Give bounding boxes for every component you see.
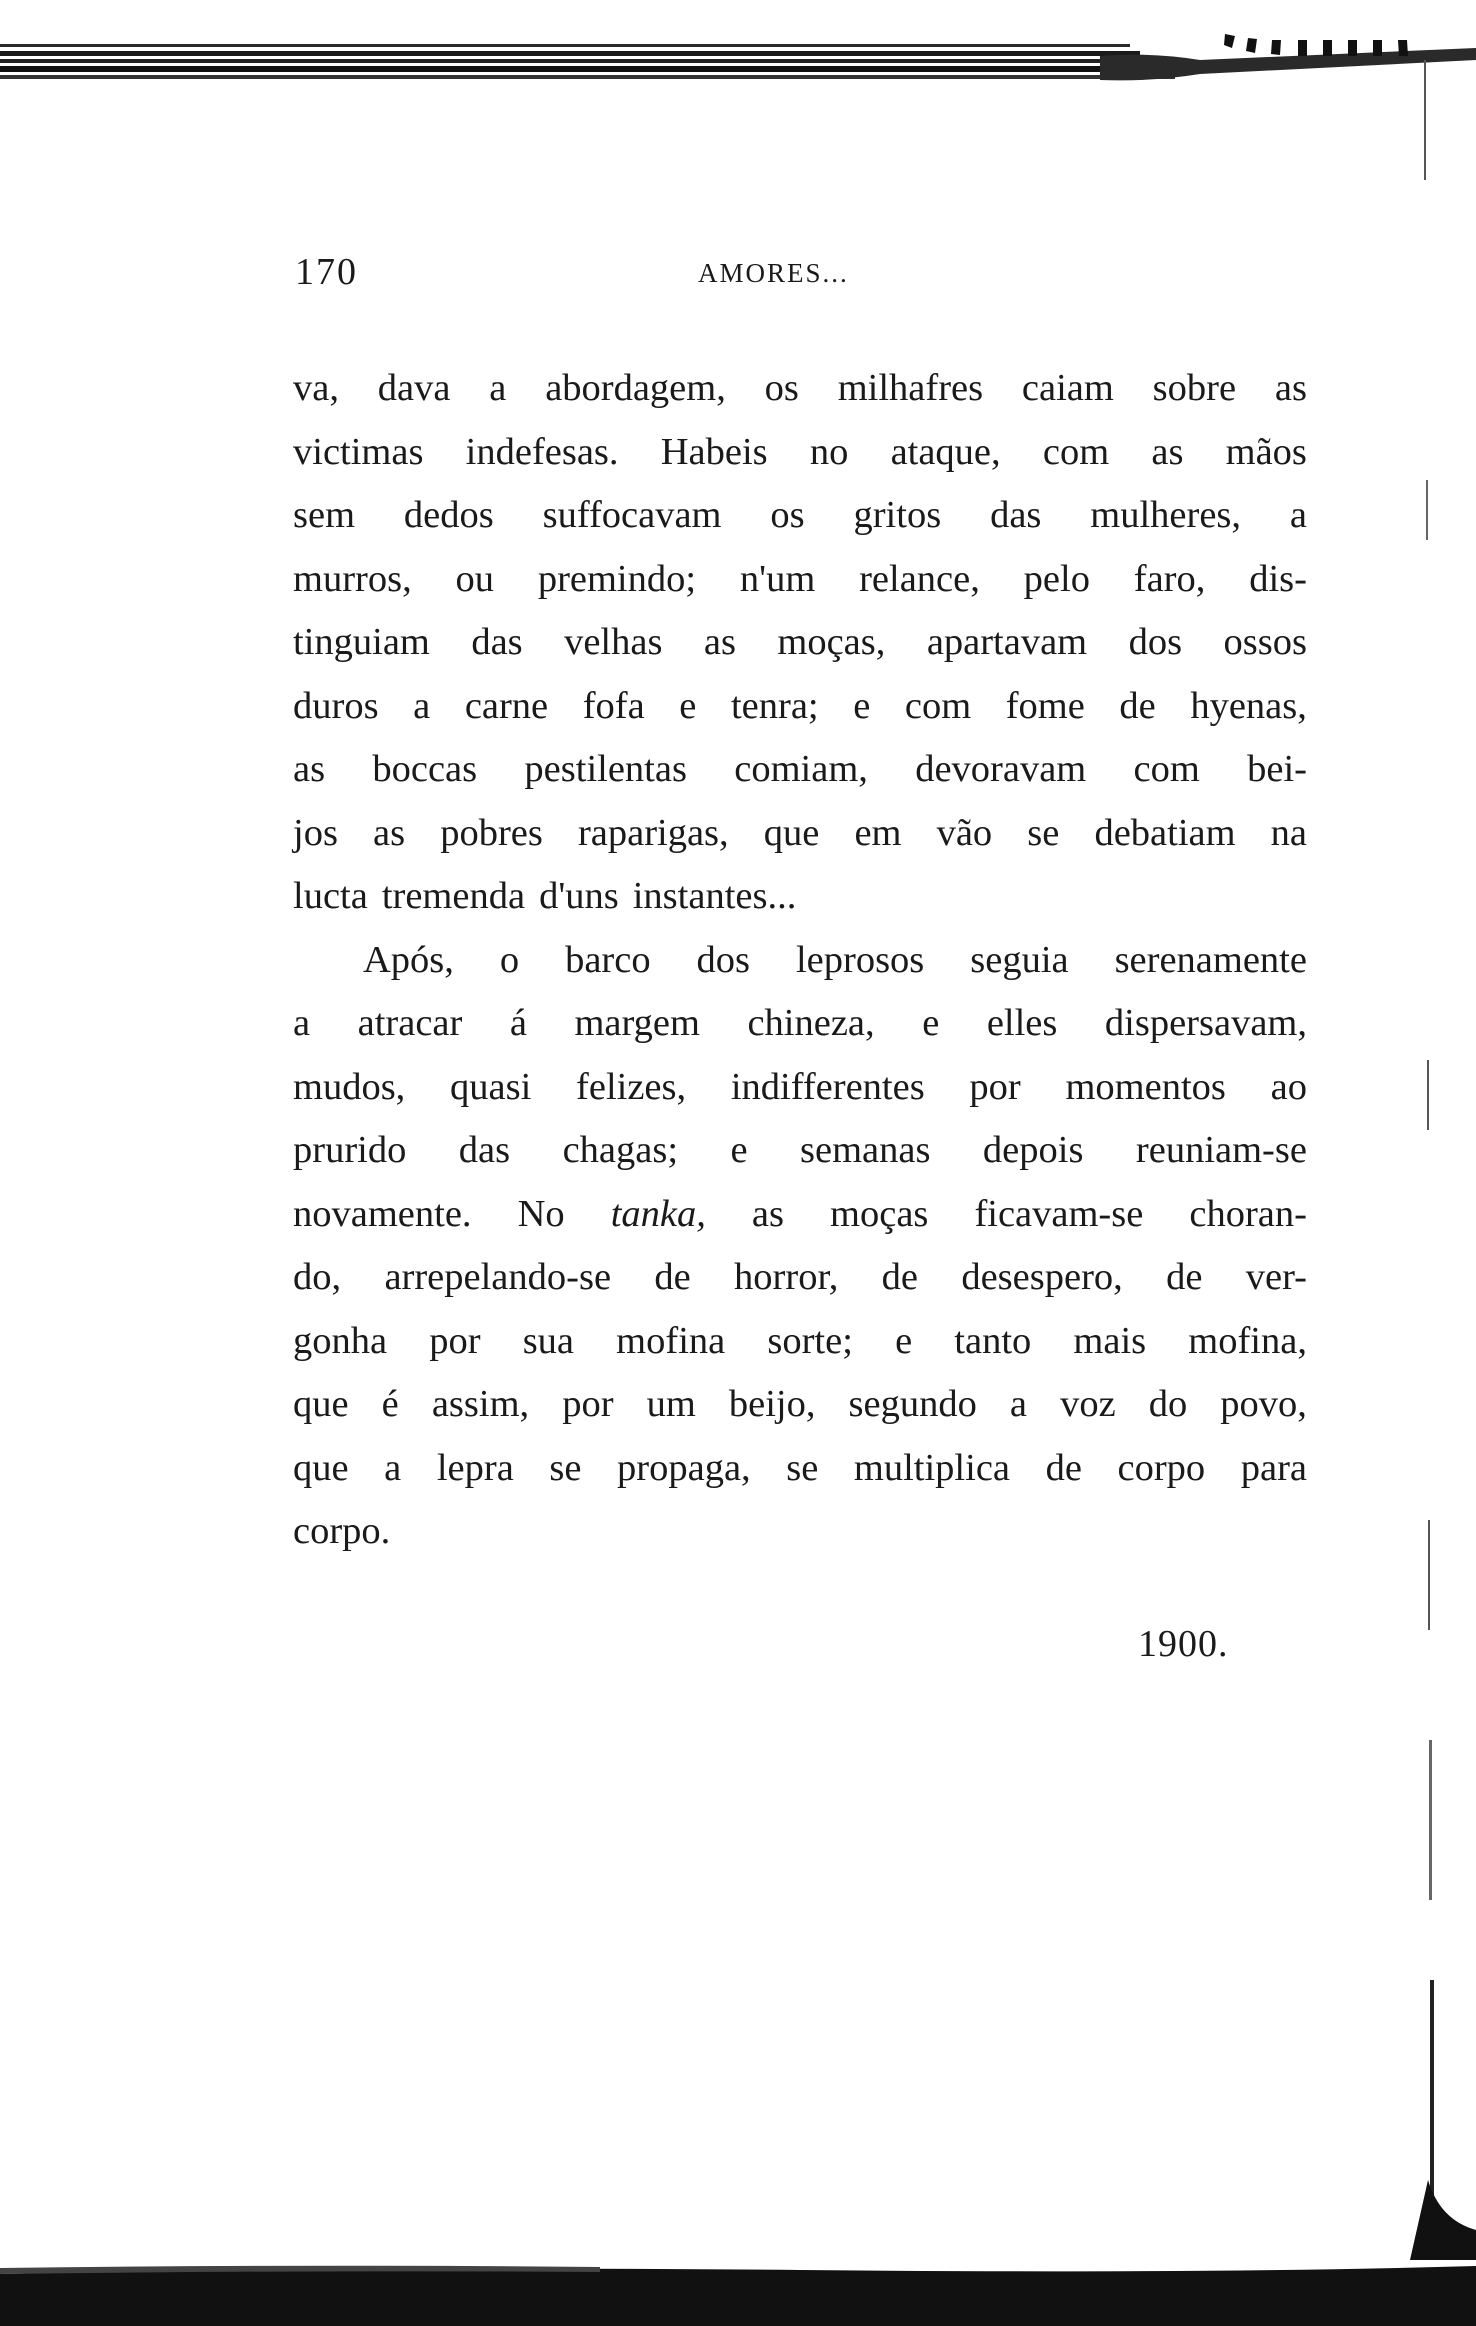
word: com — [1133, 748, 1200, 790]
word: quasi — [450, 1065, 532, 1108]
word: sorte; — [767, 1319, 853, 1362]
running-title: AMORES... — [698, 258, 849, 288]
word: tinguiam — [293, 621, 430, 663]
word: pestilentas — [524, 748, 687, 790]
word: voz — [1060, 1383, 1116, 1425]
word: mulheres, — [1090, 494, 1242, 536]
text-line — [293, 1246, 1307, 1310]
word: moças — [830, 1192, 929, 1235]
word: de — [1166, 1256, 1203, 1298]
word: a — [1009, 1383, 1028, 1425]
text-line — [293, 992, 1307, 1056]
text-line — [293, 1373, 1307, 1437]
word: de — [1045, 1446, 1082, 1489]
page-number: 170 — [295, 251, 358, 293]
word: com — [904, 684, 972, 727]
word: no — [809, 430, 849, 473]
word: n'um — [739, 557, 816, 600]
word: e — [679, 684, 697, 727]
text-line — [293, 611, 1307, 675]
word: milhafres — [837, 367, 984, 409]
word: indifferentes — [730, 1065, 925, 1108]
word: e — [853, 684, 871, 727]
text-line — [293, 1310, 1307, 1374]
word: povo, — [1220, 1383, 1307, 1425]
word: mãos — [1225, 430, 1307, 473]
word: momentos — [1065, 1065, 1226, 1108]
word: os — [764, 367, 799, 409]
word: No — [517, 1192, 565, 1235]
word: chineza, — [747, 1002, 875, 1044]
scan-bottom-edge — [0, 2260, 1476, 2326]
word: beijo, — [728, 1383, 816, 1425]
word: hyenas, — [1190, 684, 1307, 727]
word: para — [1240, 1446, 1307, 1489]
word: de — [1119, 684, 1156, 727]
word: na — [1270, 811, 1307, 854]
word: mudos, — [293, 1065, 406, 1108]
word: as — [1151, 430, 1184, 473]
word: apartavam — [926, 621, 1088, 663]
paragraph — [293, 929, 1307, 1564]
word: lucta — [293, 875, 368, 917]
text-line — [293, 1437, 1307, 1501]
word: fofa — [582, 684, 645, 727]
word: as — [373, 811, 406, 854]
word: ataque, — [890, 430, 1001, 473]
word: a — [293, 1002, 311, 1044]
word: multiplica — [853, 1446, 1010, 1489]
word: tanto — [954, 1319, 1032, 1362]
word: mais — [1073, 1319, 1147, 1362]
word: faro, — [1133, 557, 1206, 600]
word: sobre — [1152, 367, 1237, 409]
word: do, — [293, 1256, 342, 1298]
word: a — [489, 367, 507, 409]
running-head — [0, 250, 1476, 310]
word: por — [969, 1065, 1021, 1108]
text-line — [293, 738, 1307, 802]
word: barco — [565, 938, 651, 981]
scan-top-edge — [0, 30, 1476, 88]
word: atracar — [357, 1002, 463, 1044]
word: com — [1042, 430, 1110, 473]
word: das — [990, 494, 1042, 536]
text-line — [293, 1056, 1307, 1120]
word: que — [293, 1446, 349, 1489]
word: das — [471, 621, 523, 663]
text-line — [293, 421, 1307, 485]
word: va, — [293, 367, 339, 409]
word: moças, — [777, 621, 886, 663]
word: as — [751, 1192, 784, 1235]
word: dava — [377, 367, 451, 409]
word: tremenda — [381, 875, 526, 917]
word: as — [1274, 367, 1307, 409]
word: gritos — [853, 494, 942, 536]
word: debatiam — [1094, 811, 1236, 854]
word: mofina, — [1188, 1319, 1307, 1362]
word: lepra — [436, 1446, 514, 1489]
word: o — [499, 938, 520, 981]
word: do — [1148, 1383, 1188, 1425]
word: de — [881, 1256, 919, 1298]
word: pobres — [440, 811, 543, 854]
word: sem — [293, 494, 356, 536]
word: fome — [1005, 684, 1085, 727]
text-line — [293, 1500, 1307, 1564]
word: felizes, — [576, 1065, 687, 1108]
word: ficavam-se — [974, 1192, 1144, 1235]
word: abordagem, — [545, 367, 726, 409]
word: relance, — [859, 557, 980, 600]
word: dis- — [1249, 557, 1307, 600]
word: por — [562, 1383, 614, 1425]
word: Habeis — [660, 430, 768, 473]
word: dedos — [403, 494, 494, 536]
word: desespero, — [961, 1256, 1123, 1298]
text-line — [293, 802, 1307, 866]
word: á — [509, 1002, 527, 1044]
word: reuniam-se — [1135, 1129, 1307, 1171]
word: ossos — [1223, 621, 1307, 663]
word: se — [786, 1446, 819, 1489]
text-line — [293, 1183, 1307, 1247]
word: das — [458, 1129, 511, 1171]
word: mofina — [616, 1319, 726, 1362]
word: a — [384, 1446, 402, 1489]
word: um — [646, 1383, 696, 1425]
word: tenra; — [730, 684, 819, 727]
word: tanka, — [610, 1192, 706, 1235]
word: velhas — [564, 621, 663, 663]
word: ver- — [1245, 1256, 1307, 1298]
word: prurido — [293, 1129, 407, 1171]
scan-right-edge — [1370, 60, 1476, 2260]
word: indefesas. — [465, 430, 619, 473]
word: novamente. — [293, 1192, 472, 1235]
word: serenamente — [1114, 938, 1307, 981]
word: segundo — [848, 1383, 977, 1425]
word: por — [429, 1319, 481, 1362]
text-line — [293, 675, 1307, 739]
word: margem — [574, 1002, 700, 1044]
word: a — [413, 684, 431, 727]
word: os — [770, 494, 805, 536]
word: victimas — [293, 430, 424, 473]
word: gonha — [293, 1319, 388, 1362]
word: jos — [293, 811, 338, 854]
word: dispersavam, — [1104, 1002, 1307, 1044]
word: e — [730, 1129, 748, 1171]
word: e — [922, 1002, 940, 1044]
word: dos — [696, 938, 751, 981]
word: suffocavam — [542, 494, 722, 536]
word: leprosos — [795, 938, 925, 981]
text-line — [293, 357, 1307, 421]
word: devoravam — [915, 748, 1087, 790]
paragraph — [293, 357, 1307, 929]
word: caiam — [1021, 367, 1114, 409]
word: choran- — [1189, 1192, 1307, 1235]
word: instantes... — [632, 875, 797, 917]
word: semanas — [800, 1129, 931, 1171]
word: as — [293, 748, 326, 790]
word: d'uns — [539, 875, 619, 917]
word: ao — [1270, 1065, 1307, 1108]
word: que — [763, 811, 820, 854]
word: é — [381, 1383, 399, 1425]
date-signature: 1900. — [1138, 1623, 1229, 1665]
word: seguia — [970, 938, 1069, 981]
text-line — [293, 929, 1307, 993]
word: dos — [1128, 621, 1183, 663]
word: se — [549, 1446, 582, 1489]
text-line — [293, 484, 1307, 548]
word: comiam, — [734, 748, 868, 790]
word: depois — [982, 1129, 1084, 1171]
word: premindo; — [537, 557, 697, 600]
word: horror, — [734, 1256, 839, 1298]
word: pelo — [1023, 557, 1090, 600]
text-line — [293, 865, 1307, 929]
word: de — [654, 1256, 691, 1298]
word: bei- — [1247, 748, 1307, 790]
body-text — [293, 357, 1307, 1564]
word: arrepelando-se — [384, 1256, 612, 1298]
word: em — [854, 811, 902, 854]
word: se — [1027, 811, 1060, 854]
word: as — [703, 621, 736, 663]
word: corpo — [1117, 1446, 1206, 1489]
word: murros, — [293, 557, 412, 600]
word: e — [895, 1319, 913, 1362]
word: assim, — [431, 1383, 530, 1425]
text-line — [293, 1119, 1307, 1183]
word: que — [293, 1383, 349, 1425]
word: elles — [986, 1002, 1058, 1044]
word: vão — [936, 811, 993, 854]
word: ou — [455, 557, 495, 600]
word: sua — [522, 1319, 575, 1362]
word: corpo. — [293, 1510, 391, 1552]
word: raparigas, — [577, 811, 729, 854]
word: carne — [464, 684, 549, 727]
word: duros — [293, 684, 379, 727]
word: boccas — [372, 748, 478, 790]
word: a — [1289, 494, 1307, 536]
word: Após, — [363, 938, 454, 981]
text-line — [293, 548, 1307, 612]
word: propaga, — [617, 1446, 751, 1489]
word: chagas; — [562, 1129, 679, 1171]
